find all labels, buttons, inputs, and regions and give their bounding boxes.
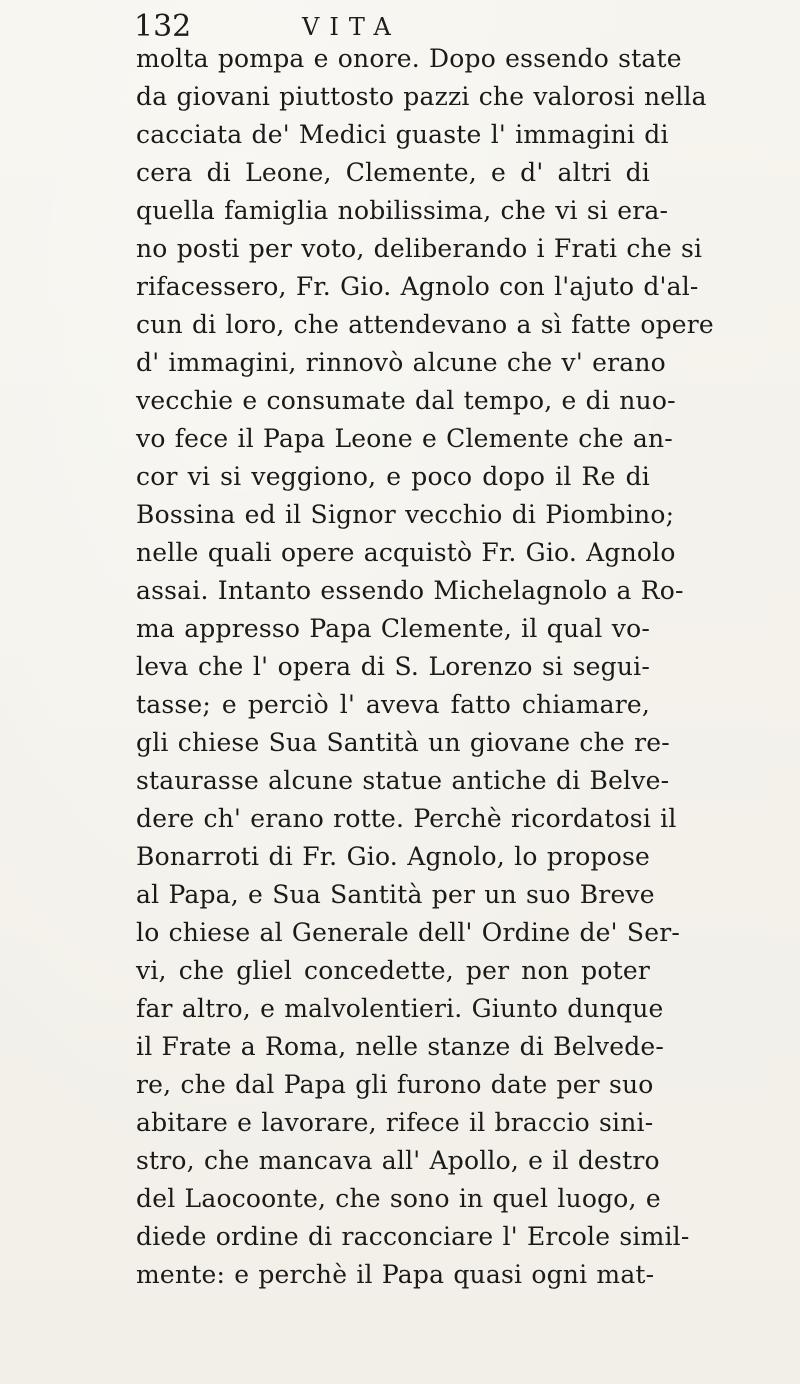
text-line: stro, che mancava all' Apollo, e il destro: [136, 1146, 660, 1175]
text-line: no posti per voto, deliberando i Frati che si: [136, 234, 703, 263]
text-line: lo chiese al Generale dell' Ordine de' Ser-: [136, 918, 680, 947]
text-line: diede ordine di racconciare l' Ercole simil-: [136, 1222, 690, 1251]
text-line: quella famiglia nobilissima, che vi si era-: [136, 196, 669, 225]
text-line: al Papa, e Sua Santità per un suo Breve: [136, 880, 655, 909]
text-line: cacciata de' Medici guaste l' immagini di: [136, 120, 669, 149]
text-line: vo fece il Papa Leone e Clemente che an-: [136, 424, 673, 453]
running-head: [134, 10, 654, 44]
text-line: rifacessero, Fr. Gio. Agnolo con l'ajuto d'al-: [136, 272, 699, 301]
page-number: 132: [134, 9, 192, 44]
text-line: Bossina ed il Signor vecchio di Piombino;: [136, 500, 675, 529]
text-line: molta pompa e onore. Dopo essendo state: [136, 44, 682, 73]
text-line: da giovani piuttosto pazzi che valorosi nella: [136, 82, 707, 111]
text-line: cera di Leone, Clemente, e d' altri di: [136, 158, 650, 187]
text-line: cor vi si veggiono, e poco dopo il Re di: [136, 462, 650, 491]
text-line: vecchie e consumate dal tempo, e di nuo-: [136, 386, 676, 415]
text-line: assai. Intanto essendo Michelagnolo a Ro-: [136, 576, 684, 605]
text-line: ma appresso Papa Clemente, il qual vo-: [136, 614, 650, 643]
text-line: abitare e lavorare, rifece il braccio sini-: [136, 1108, 654, 1137]
text-line: dere ch' erano rotte. Perchè ricordatosi il: [136, 804, 677, 833]
text-line: d' immagini, rinnovò alcune che v' erano: [136, 348, 666, 377]
text-line: leva che l' opera di S. Lorenzo si segui-: [136, 652, 650, 681]
text-line: mente: e perchè il Papa quasi ogni mat-: [136, 1260, 655, 1289]
text-line: del Laocoonte, che sono in quel luogo, e: [136, 1184, 661, 1213]
text-line: Bonarroti di Fr. Gio. Agnolo, lo propose: [136, 842, 650, 871]
text-line: nelle quali opere acquistò Fr. Gio. Agnolo: [136, 538, 676, 567]
text-line: vi, che gliel concedette, per non poter: [136, 956, 650, 985]
running-title: VITA: [302, 13, 401, 41]
body-text: [136, 40, 714, 1294]
text-line: il Frate a Roma, nelle stanze di Belvede-: [136, 1032, 665, 1061]
text-line: cun di loro, che attendevano a sì fatte opere: [136, 310, 714, 339]
text-line: gli chiese Sua Santità un giovane che re-: [136, 728, 670, 757]
text-line: tasse; e perciò l' aveva fatto chiamare,: [136, 690, 650, 719]
text-line: staurasse alcune statue antiche di Belve-: [136, 766, 670, 795]
text-line: re, che dal Papa gli furono date per suo: [136, 1070, 654, 1099]
text-line: far altro, e malvolentieri. Giunto dunque: [136, 994, 664, 1023]
